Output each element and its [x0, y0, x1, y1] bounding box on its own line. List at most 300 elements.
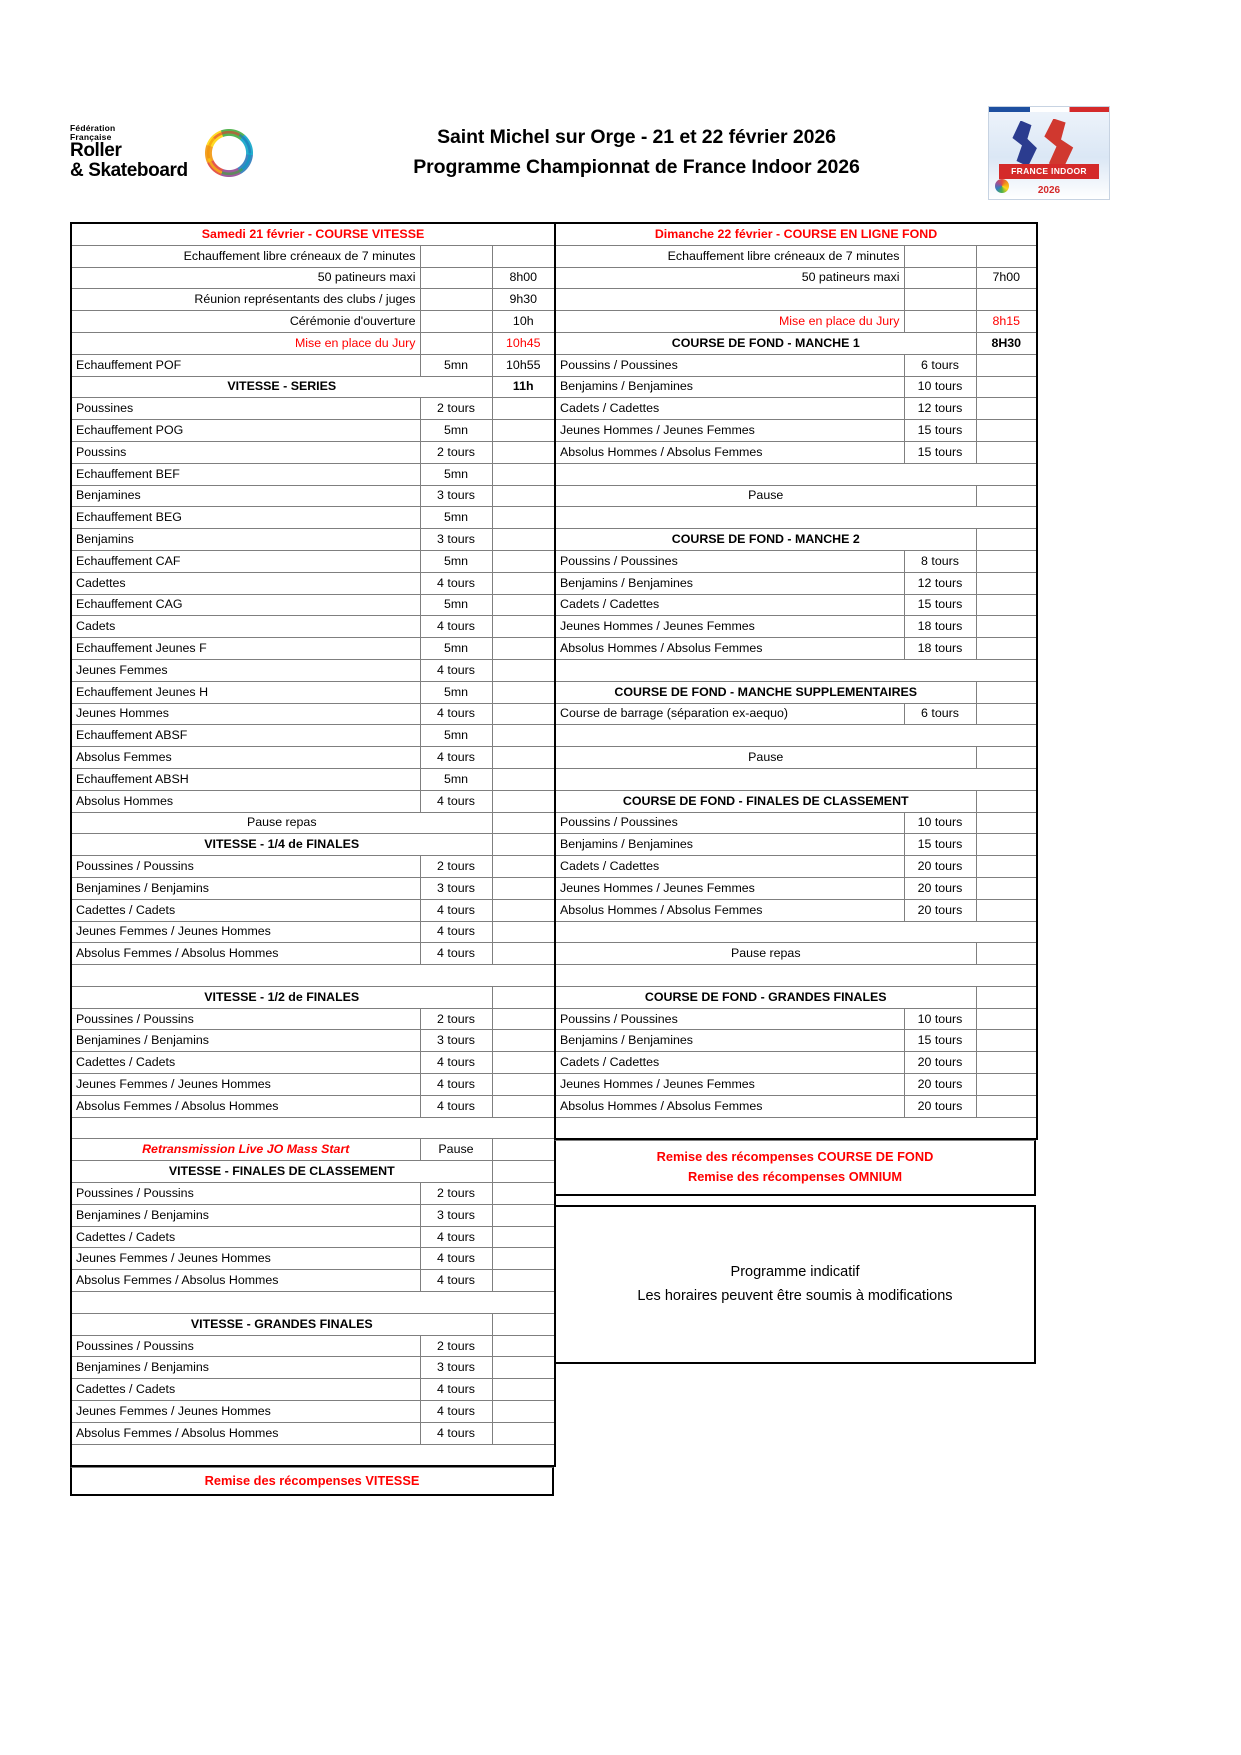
federation-brand2: & Skateboard — [70, 160, 188, 182]
federation-line2: Française — [70, 131, 112, 142]
schedule-row — [71, 703, 555, 725]
schedule-duration — [420, 332, 492, 354]
schedule-row — [555, 398, 1037, 420]
schedule-row — [71, 1139, 555, 1161]
spacer-cell — [555, 921, 1037, 943]
schedule-row — [71, 1226, 555, 1248]
schedule-duration: 5mn — [420, 420, 492, 442]
schedule-label: Poussins / Poussines — [555, 354, 904, 376]
schedule-label: Benjamines / Benjamins — [71, 1204, 420, 1226]
schedule-duration: 4 tours — [420, 943, 492, 965]
schedule-row — [555, 616, 1037, 638]
schedule-duration — [420, 311, 492, 333]
schedule-time — [492, 856, 555, 878]
schedule-label: Absolus Femmes / Absolus Hommes — [71, 943, 420, 965]
schedule-time — [976, 877, 1037, 899]
schedule-duration: 5mn — [420, 354, 492, 376]
schedule-label: Echauffement Jeunes F — [71, 638, 420, 660]
schedule-duration: 4 tours — [420, 1095, 492, 1117]
schedule-label: COURSE DE FOND - MANCHE 2 — [555, 529, 976, 551]
schedule-duration: 20 tours — [904, 1052, 976, 1074]
schedule-row — [555, 681, 1037, 703]
schedule-row — [71, 354, 555, 376]
schedule-row — [71, 267, 555, 289]
schedule-duration: 2 tours — [420, 856, 492, 878]
schedule-time: 7h00 — [976, 267, 1037, 289]
schedule-time — [976, 485, 1037, 507]
spacer-cell — [555, 768, 1037, 790]
schedule-time: 10h55 — [492, 354, 555, 376]
schedule-time — [976, 1095, 1037, 1117]
programme-note-box — [554, 1205, 1036, 1364]
spacer-row — [71, 965, 555, 987]
schedule-time — [976, 812, 1037, 834]
schedule-label: Course de barrage (séparation ex-aequo) — [555, 703, 904, 725]
spacer-cell — [71, 1117, 555, 1139]
schedule-row — [71, 790, 555, 812]
schedule-time — [976, 834, 1037, 856]
schedule-label: Pause repas — [71, 812, 492, 834]
schedule-row — [71, 856, 555, 878]
schedule-time — [492, 1204, 555, 1226]
schedule-duration: 3 tours — [420, 1357, 492, 1379]
schedule-duration: 2 tours — [420, 441, 492, 463]
schedule-label: Benjamins / Benjamines — [555, 376, 904, 398]
schedule-label: Absolus Hommes / Absolus Femmes — [555, 441, 904, 463]
schedule-time — [492, 921, 555, 943]
schedule-time — [492, 790, 555, 812]
schedule-time — [976, 1052, 1037, 1074]
spacer-row — [555, 965, 1037, 987]
schedule-duration: 10 tours — [904, 1008, 976, 1030]
schedule-time — [492, 1401, 555, 1423]
schedule-time — [976, 594, 1037, 616]
schedule-label: 50 patineurs maxi — [555, 267, 904, 289]
schedule-duration: 12 tours — [904, 572, 976, 594]
schedule-time — [492, 463, 555, 485]
schedule-row — [71, 899, 555, 921]
schedule-row — [71, 529, 555, 551]
schedule-label: Echauffement libre créneaux de 7 minutes — [71, 245, 420, 267]
schedule-row — [555, 550, 1037, 572]
spacer-cell — [555, 659, 1037, 681]
schedule-duration: 20 tours — [904, 899, 976, 921]
schedule-row — [555, 1095, 1037, 1117]
schedule-row — [71, 616, 555, 638]
event-logo-year: 2026 — [1037, 184, 1061, 196]
schedule-duration: 10 tours — [904, 812, 976, 834]
schedule-label: Jeunes Hommes / Jeunes Femmes — [555, 1074, 904, 1096]
page-header — [70, 105, 1110, 200]
schedule-duration: 4 tours — [420, 1052, 492, 1074]
schedule-row — [555, 747, 1037, 769]
schedule-label: Absolus Femmes / Absolus Hommes — [71, 1095, 420, 1117]
schedule-time — [492, 507, 555, 529]
schedule-time: 11h — [492, 376, 555, 398]
schedule-label: 50 patineurs maxi — [71, 267, 420, 289]
schedule-row — [71, 1270, 555, 1292]
schedule-label: Cadets / Cadettes — [555, 594, 904, 616]
title-line-1: Saint Michel sur Orge - 21 et 22 février 2026 — [437, 126, 836, 149]
schedule-label: Réunion représentants des clubs / juges — [71, 289, 420, 311]
schedule-time: 10h45 — [492, 332, 555, 354]
saturday-table — [70, 222, 556, 1467]
spacer-row — [555, 507, 1037, 529]
schedule-duration: 18 tours — [904, 638, 976, 660]
schedule-time — [492, 1095, 555, 1117]
schedule-duration: 5mn — [420, 725, 492, 747]
schedule-label: Poussines / Poussins — [71, 1008, 420, 1030]
schedule-row — [71, 1379, 555, 1401]
sunday-awards — [554, 1140, 1036, 1196]
schedule-row — [555, 485, 1037, 507]
schedule-duration: 4 tours — [420, 899, 492, 921]
spacer-row — [71, 1292, 555, 1314]
schedule-duration: 18 tours — [904, 616, 976, 638]
schedule-time — [976, 616, 1037, 638]
schedule-label: Jeunes Hommes / Jeunes Femmes — [555, 877, 904, 899]
schedule-label: Benjamines / Benjamins — [71, 1357, 420, 1379]
schedule-row — [71, 1008, 555, 1030]
schedule-label: Poussins / Poussines — [555, 1008, 904, 1030]
schedule-row — [71, 1357, 555, 1379]
schedule-time — [492, 659, 555, 681]
schedule-row — [71, 659, 555, 681]
schedule-label: Cérémonie d'ouverture — [71, 311, 420, 333]
schedule-label: Absolus Hommes / Absolus Femmes — [555, 899, 904, 921]
schedule-label: COURSE DE FOND - MANCHE 1 — [555, 332, 976, 354]
federation-line1: Fédération — [70, 122, 116, 133]
schedule-row — [555, 1074, 1037, 1096]
schedule-label: Cadettes / Cadets — [71, 899, 420, 921]
schedule-time — [976, 550, 1037, 572]
schedule-row — [555, 703, 1037, 725]
page-title — [285, 123, 988, 182]
schedule-row — [555, 812, 1037, 834]
schedule-row — [71, 725, 555, 747]
schedule-time — [976, 681, 1037, 703]
schedule-time — [492, 834, 555, 856]
schedule-time — [492, 1161, 555, 1183]
schedule-row — [555, 245, 1037, 267]
schedule-row — [71, 463, 555, 485]
schedule-duration: 4 tours — [420, 616, 492, 638]
schedule-row — [71, 550, 555, 572]
schedule-row — [555, 877, 1037, 899]
schedule-duration: 15 tours — [904, 1030, 976, 1052]
schedule-time — [492, 703, 555, 725]
schedule-time — [492, 812, 555, 834]
schedule-row — [555, 572, 1037, 594]
schedule-row — [71, 376, 555, 398]
schedule-time — [976, 289, 1037, 311]
skater-red-icon — [1039, 119, 1077, 169]
spacer-row — [555, 463, 1037, 485]
schedule-label: Echauffement POF — [71, 354, 420, 376]
sunday-column — [554, 222, 1036, 1364]
schedule-label: Poussins / Poussines — [555, 812, 904, 834]
schedule-duration: 6 tours — [904, 703, 976, 725]
schedule-time — [492, 943, 555, 965]
federation-wordmark — [70, 124, 188, 182]
schedule-label: Pause — [555, 747, 976, 769]
programme-sheet — [70, 222, 1036, 1496]
spacer-cell — [555, 965, 1037, 987]
schedule-time — [492, 441, 555, 463]
schedule-label: VITESSE - GRANDES FINALES — [71, 1313, 492, 1335]
schedule-label: Absolus Femmes / Absolus Hommes — [71, 1270, 420, 1292]
schedule-duration: 5mn — [420, 594, 492, 616]
schedule-label: Echauffement POG — [71, 420, 420, 442]
schedule-label: Benjamines — [71, 485, 420, 507]
schedule-row — [71, 485, 555, 507]
schedule-duration: 15 tours — [904, 594, 976, 616]
schedule-row — [71, 877, 555, 899]
spacer-cell — [71, 965, 555, 987]
schedule-duration: 3 tours — [420, 1204, 492, 1226]
schedule-duration: 2 tours — [420, 1008, 492, 1030]
schedule-duration — [420, 267, 492, 289]
schedule-label: Cadettes / Cadets — [71, 1052, 420, 1074]
schedule-row — [71, 986, 555, 1008]
schedule-label: COURSE DE FOND - FINALES DE CLASSEMENT — [555, 790, 976, 812]
schedule-duration: 4 tours — [420, 790, 492, 812]
schedule-row — [71, 507, 555, 529]
schedule-label: Jeunes Hommes / Jeunes Femmes — [555, 420, 904, 442]
schedule-label: Jeunes Femmes / Jeunes Hommes — [71, 1401, 420, 1423]
spacer-cell — [71, 1444, 555, 1466]
schedule-duration: 3 tours — [420, 529, 492, 551]
schedule-time — [492, 1313, 555, 1335]
schedule-label: Absolus Femmes / Absolus Hommes — [71, 1422, 420, 1444]
schedule-duration — [420, 289, 492, 311]
schedule-time — [976, 441, 1037, 463]
event-logo-band: FRANCE INDOOR — [1011, 165, 1087, 176]
schedule-row — [71, 747, 555, 769]
schedule-row — [555, 1030, 1037, 1052]
schedule-time — [492, 398, 555, 420]
spacer-cell — [555, 725, 1037, 747]
schedule-row — [71, 1052, 555, 1074]
schedule-duration: 10 tours — [904, 376, 976, 398]
schedule-row — [71, 1183, 555, 1205]
schedule-duration: 5mn — [420, 507, 492, 529]
schedule-label: VITESSE - 1/4 de FINALES — [71, 834, 492, 856]
schedule-row — [555, 267, 1037, 289]
schedule-row — [555, 790, 1037, 812]
schedule-label: Jeunes Hommes / Jeunes Femmes — [555, 616, 904, 638]
schedule-row — [555, 311, 1037, 333]
spacer-row — [555, 659, 1037, 681]
schedule-duration: 2 tours — [420, 1335, 492, 1357]
schedule-label: Poussins / Poussines — [555, 550, 904, 572]
schedule-time: 8h15 — [976, 311, 1037, 333]
spacer-row — [555, 725, 1037, 747]
schedule-row — [71, 420, 555, 442]
schedule-row — [71, 1401, 555, 1423]
schedule-label: Benjamines / Benjamins — [71, 1030, 420, 1052]
schedule-row — [71, 834, 555, 856]
schedule-row — [71, 638, 555, 660]
schedule-duration — [904, 245, 976, 267]
schedule-duration: 4 tours — [420, 921, 492, 943]
schedule-label: Cadettes — [71, 572, 420, 594]
schedule-label: Poussins — [71, 441, 420, 463]
schedule-label: Absolus Femmes — [71, 747, 420, 769]
schedule-row — [71, 681, 555, 703]
schedule-time — [492, 529, 555, 551]
schedule-label: Jeunes Femmes / Jeunes Hommes — [71, 921, 420, 943]
schedule-time — [976, 529, 1037, 551]
schedule-time — [492, 485, 555, 507]
schedule-duration: 2 tours — [420, 398, 492, 420]
schedule-row — [555, 1052, 1037, 1074]
schedule-time: 9h30 — [492, 289, 555, 311]
event-logo — [988, 106, 1110, 200]
schedule-duration: 20 tours — [904, 1074, 976, 1096]
schedule-label: Mise en place du Jury — [71, 332, 420, 354]
note-line-2: Les horaires peuvent être soumis à modifications — [637, 1287, 953, 1304]
schedule-row — [71, 1074, 555, 1096]
schedule-row — [555, 856, 1037, 878]
schedule-duration: 4 tours — [420, 1401, 492, 1423]
spacer-row — [555, 1117, 1037, 1139]
schedule-label: Benjamins / Benjamines — [555, 572, 904, 594]
schedule-label: Echauffement BEF — [71, 463, 420, 485]
schedule-label: Jeunes Femmes / Jeunes Hommes — [71, 1248, 420, 1270]
schedule-row — [71, 1030, 555, 1052]
sunday-awards-line2: Remise des récompenses OMNIUM — [687, 1169, 903, 1185]
schedule-time — [492, 986, 555, 1008]
schedule-label: Echauffement Jeunes H — [71, 681, 420, 703]
schedule-label: Cadets — [71, 616, 420, 638]
schedule-time — [492, 420, 555, 442]
spacer-row — [555, 921, 1037, 943]
schedule-time — [976, 398, 1037, 420]
schedule-label: VITESSE - 1/2 de FINALES — [71, 986, 492, 1008]
spacer-cell — [555, 1117, 1037, 1139]
schedule-label: Poussines / Poussins — [71, 856, 420, 878]
schedule-time — [492, 725, 555, 747]
schedule-duration: 15 tours — [904, 420, 976, 442]
schedule-row — [71, 1204, 555, 1226]
schedule-row — [71, 1335, 555, 1357]
schedule-time — [492, 638, 555, 660]
schedule-row — [555, 834, 1037, 856]
spacer-row — [71, 1117, 555, 1139]
schedule-time: 8H30 — [976, 332, 1037, 354]
schedule-time — [492, 681, 555, 703]
schedule-label: Echauffement ABSF — [71, 725, 420, 747]
schedule-row — [555, 594, 1037, 616]
schedule-row — [71, 572, 555, 594]
schedule-row — [71, 245, 555, 267]
schedule-row — [71, 1422, 555, 1444]
schedule-time — [976, 790, 1037, 812]
schedule-time — [976, 245, 1037, 267]
schedule-row — [71, 332, 555, 354]
saturday-tbody — [71, 223, 555, 1466]
schedule-label: Absolus Hommes — [71, 790, 420, 812]
schedule-time — [492, 1379, 555, 1401]
schedule-label: Poussines / Poussins — [71, 1183, 420, 1205]
sunday-tbody — [555, 223, 1037, 1139]
schedule-duration: 4 tours — [420, 1248, 492, 1270]
schedule-label: Pause repas — [555, 943, 976, 965]
schedule-row — [555, 420, 1037, 442]
schedule-time — [492, 1008, 555, 1030]
schedule-duration: 4 tours — [420, 703, 492, 725]
title-line-2: Programme Championnat de France Indoor 2026 — [413, 155, 860, 178]
schedule-time — [976, 1008, 1037, 1030]
schedule-duration: 4 tours — [420, 659, 492, 681]
schedule-duration: 4 tours — [420, 1074, 492, 1096]
schedule-duration: 5mn — [420, 550, 492, 572]
schedule-duration: 4 tours — [420, 747, 492, 769]
saturday-column — [70, 222, 554, 1496]
federation-logo — [70, 118, 285, 188]
schedule-duration: 4 tours — [420, 1422, 492, 1444]
schedule-row — [71, 398, 555, 420]
schedule-time — [492, 550, 555, 572]
schedule-duration: 15 tours — [904, 441, 976, 463]
schedule-row — [555, 899, 1037, 921]
schedule-row — [555, 354, 1037, 376]
schedule-label: Cadets / Cadettes — [555, 1052, 904, 1074]
skater-blue-icon — [1007, 121, 1041, 167]
schedule-time — [492, 1422, 555, 1444]
schedule-time: 10h — [492, 311, 555, 333]
schedule-duration: 3 tours — [420, 485, 492, 507]
schedule-time — [492, 1357, 555, 1379]
schedule-time — [492, 768, 555, 790]
spacer-cell — [71, 1292, 555, 1314]
schedule-label: Retransmission Live JO Mass Start — [71, 1139, 420, 1161]
schedule-duration — [904, 289, 976, 311]
schedule-duration: 5mn — [420, 638, 492, 660]
schedule-time — [492, 594, 555, 616]
schedule-duration: 3 tours — [420, 1030, 492, 1052]
schedule-row — [555, 638, 1037, 660]
schedule-row — [71, 1161, 555, 1183]
sunday-header-row — [555, 223, 1037, 245]
schedule-label: Cadets / Cadettes — [555, 398, 904, 420]
schedule-label: Echauffement ABSH — [71, 768, 420, 790]
schedule-label: Poussines — [71, 398, 420, 420]
schedule-label: Benjamins / Benjamines — [555, 834, 904, 856]
schedule-time — [976, 1030, 1037, 1052]
schedule-label — [555, 289, 904, 311]
schedule-label: Jeunes Hommes — [71, 703, 420, 725]
schedule-duration: 6 tours — [904, 354, 976, 376]
schedule-label: Echauffement BEG — [71, 507, 420, 529]
schedule-row — [555, 289, 1037, 311]
schedule-label: Cadettes / Cadets — [71, 1226, 420, 1248]
sunday-awards-line1: Remise des récompenses COURSE DE FOND — [656, 1149, 934, 1165]
schedule-time — [976, 354, 1037, 376]
schedule-time — [492, 1030, 555, 1052]
schedule-label: Absolus Hommes / Absolus Femmes — [555, 1095, 904, 1117]
schedule-time — [492, 1052, 555, 1074]
schedule-duration: 12 tours — [904, 398, 976, 420]
schedule-label: Echauffement CAF — [71, 550, 420, 572]
schedule-duration: 4 tours — [420, 1226, 492, 1248]
schedule-time — [492, 616, 555, 638]
schedule-row — [71, 1095, 555, 1117]
note-line-1: Programme indicatif — [730, 1264, 860, 1281]
saturday-header: Samedi 21 février - COURSE VITESSE — [71, 223, 555, 245]
schedule-label: Benjamins / Benjamines — [555, 1030, 904, 1052]
